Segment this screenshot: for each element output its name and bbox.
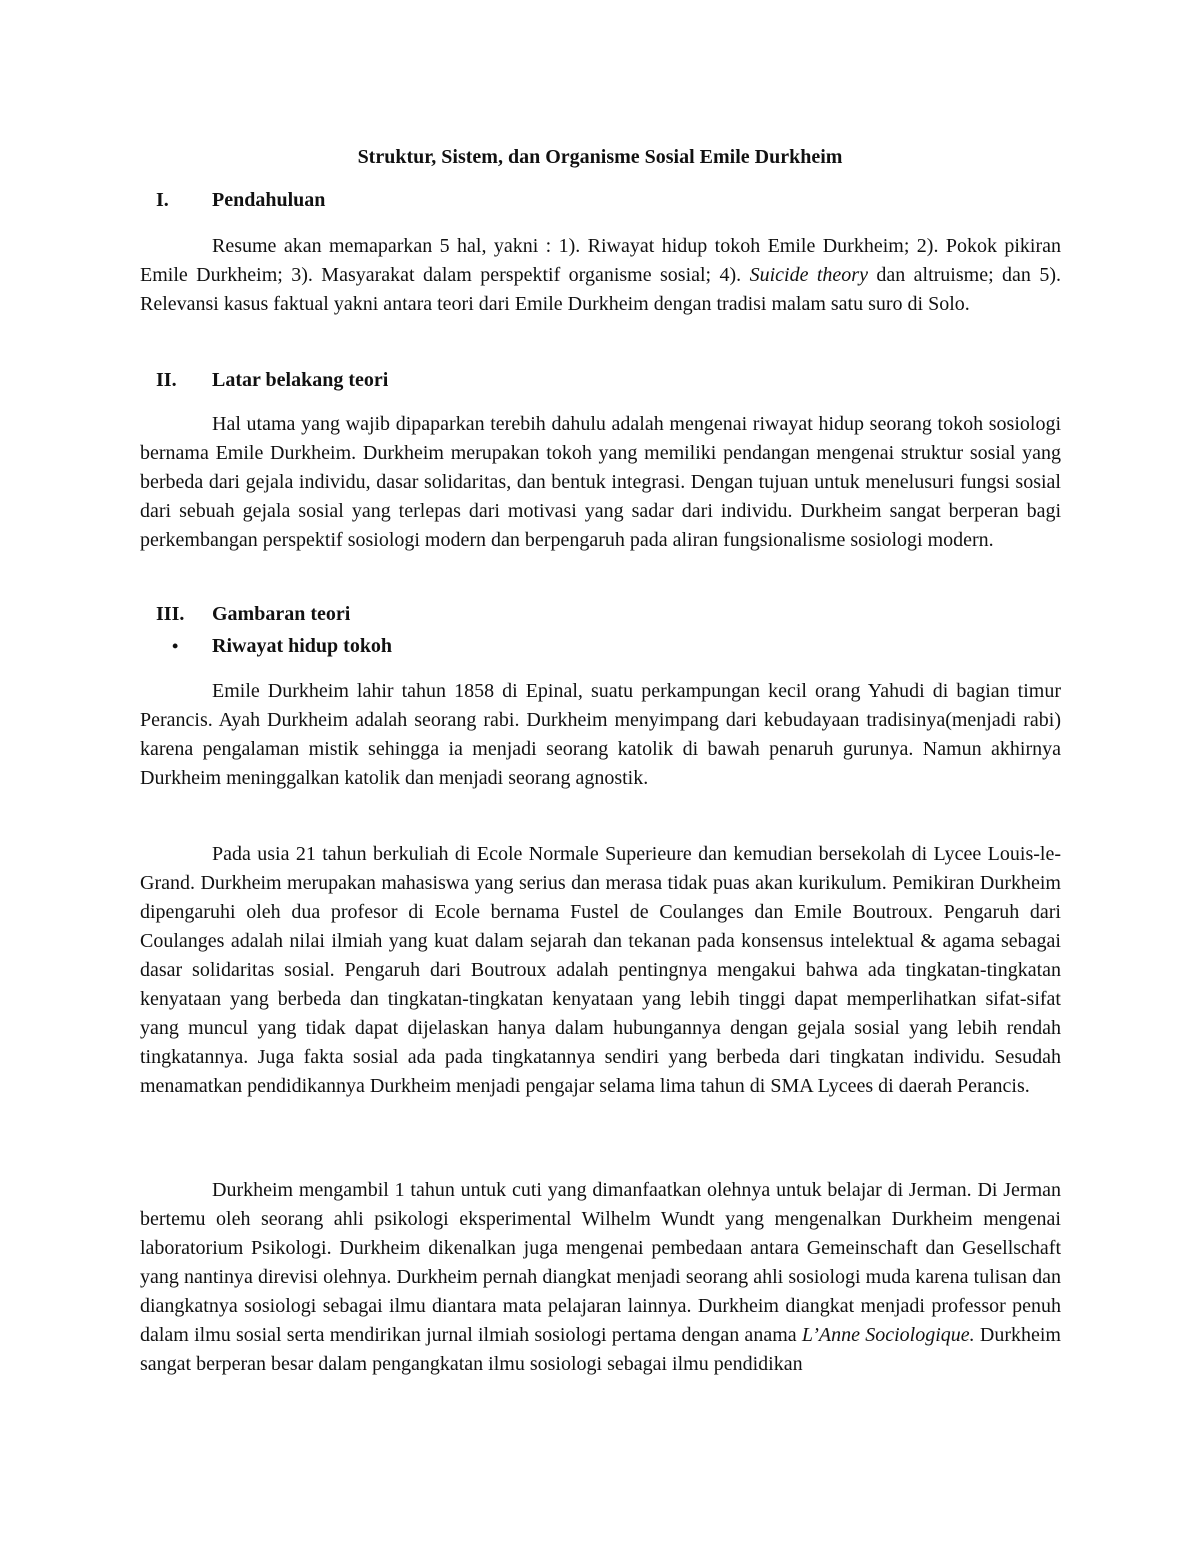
paragraph-text: Resume akan memaparkan 5 hal, yakni : 1). Riwayat hidup tokoh Emile Durkheim; 2). Pokok pikiran Emile Durkheim; 3). Masyarakat dalam perspektif organisme sosial; 4). (140, 235, 1061, 286)
section-number: III. (156, 603, 185, 625)
paragraph-riwayat-1: Emile Durkheim lahir tahun 1858 di Epinal, suatu perkampungan kecil orang Yahudi di bagian timur Perancis. Ayah Durkheim adalah seorang rabi. Durkheim menyimpang dari kebudayaan tradisinya(menjadi rabi) karena pengalaman mistik sehingga ia menjadi seorang katolik di bawah penaruh gurunya. Namun akhirnya Durkheim meninggalkan katolik dan menjadi seorang agnostik. (140, 680, 1061, 789)
italic-term: Suicide theory (749, 264, 868, 286)
section-heading-latar-belakang (156, 366, 388, 394)
section-number: II. (156, 369, 177, 391)
italic-term: L’Anne Sociologique. (801, 1324, 975, 1346)
paragraph-text: Durkheim sangat berperan besar dalam pengangkatan ilmu sosiologi sebagai ilmu pendidikan (140, 1324, 1061, 1375)
section-title: Latar belakang teori (212, 369, 389, 391)
section-title: Gambaran teori (212, 603, 351, 625)
section-heading-gambaran-teori (156, 600, 350, 628)
paragraph-latar-belakang: Hal utama yang wajib dipaparkan terebih dahulu adalah mengenai riwayat hidup seorang tokoh sosiologi bernama Emile Durkheim. Durkheim merupakan tokoh yang memiliki pendangan mengenai struktur sosial yang berbeda dari gejala individu, dasar solidaritas, dan bentuk integrasi. Dengan tujuan untuk menelusuri fungsi sosial dari sebuah gejala sosial yang terlepas dari motivasi yang sadar dari individu. Durkheim sangat berperan bagi perkembangan perspektif sosiologi modern dan berpengaruh pada aliran fungsionalisme sosiologi modern. (140, 413, 1061, 551)
bullet-icon: • (172, 636, 179, 656)
section-title: Pendahuluan (212, 189, 326, 211)
paragraph-text: dan altruisme; dan 5). Relevansi kasus faktual yakni antara teori dari Emile Durkheim dengan tradisi malam satu suro di Solo. (140, 264, 1061, 315)
subheading-riwayat-hidup (172, 632, 392, 660)
paragraph-pendahuluan (140, 232, 1061, 319)
subheading-text: Riwayat hidup tokoh (212, 635, 393, 657)
section-number: I. (156, 189, 169, 211)
section-heading-pendahuluan (156, 186, 325, 214)
document-title: Struktur, Sistem, dan Organisme Sosial Emile Durkheim (357, 146, 843, 168)
paragraph-text: Durkheim mengambil 1 tahun untuk cuti yang dimanfaatkan olehnya untuk belajar di Jerman. Di Jerman bertemu oleh seorang ahli psikologi eksperimental Wilhelm Wundt yang mengenalkan Durkheim mengenai laboratorium Psikologi. Durkheim dikenalkan juga mengenai pembedaan antara Gemeinschaft dan Gesellschaft yang nantinya direvisi olehnya. Durkheim pernah diangkat menjadi seorang ahli sosiologi muda karena tulisan dan diangkatnya sosiologi sebagai ilmu diantara mata pelajaran lainnya. Durkheim diangkat menjadi professor penuh dalam ilmu sosial serta mendirikan jurnal ilmiah sosiologi pertama dengan anama (140, 1179, 1061, 1346)
paragraph-riwayat-2: Pada usia 21 tahun berkuliah di Ecole Normale Superieure dan kemudian bersekolah di Lycee Louis-le-Grand. Durkheim merupakan mahasiswa yang serius dan merasa tidak puas akan kurikulum. Pemikiran Durkheim dipengaruhi oleh dua profesor di Ecole bernama Fustel de Coulanges dan Emile Boutroux. Pengaruh dari Coulanges adalah nilai ilmiah yang kuat dalam sejarah dan tekanan pada konsensus intelektual & agama sebagai dasar solidaritas sosial. Pengaruh dari Boutroux adalah pentingnya mengakui bahwa ada tingkatan-tingkatan kenyataan yang berbeda dan tingkatan-tingkatan kenyataan yang lebih tinggi dapat memperlihatkan sifat-sifat yang muncul yang tidak dapat dijelaskan hanya dalam hubungannya dengan gejala sosial yang lebih rendah tingkatannya. Juga fakta sosial ada pada tingkatannya sendiri yang berbeda dari tingkatan individu. Sesudah menamatkan pendidikannya Durkheim menjadi pengajar selama lima tahun di SMA Lycees di daerah Perancis. (140, 843, 1061, 1097)
paragraph-riwayat-3 (140, 1176, 1061, 1379)
